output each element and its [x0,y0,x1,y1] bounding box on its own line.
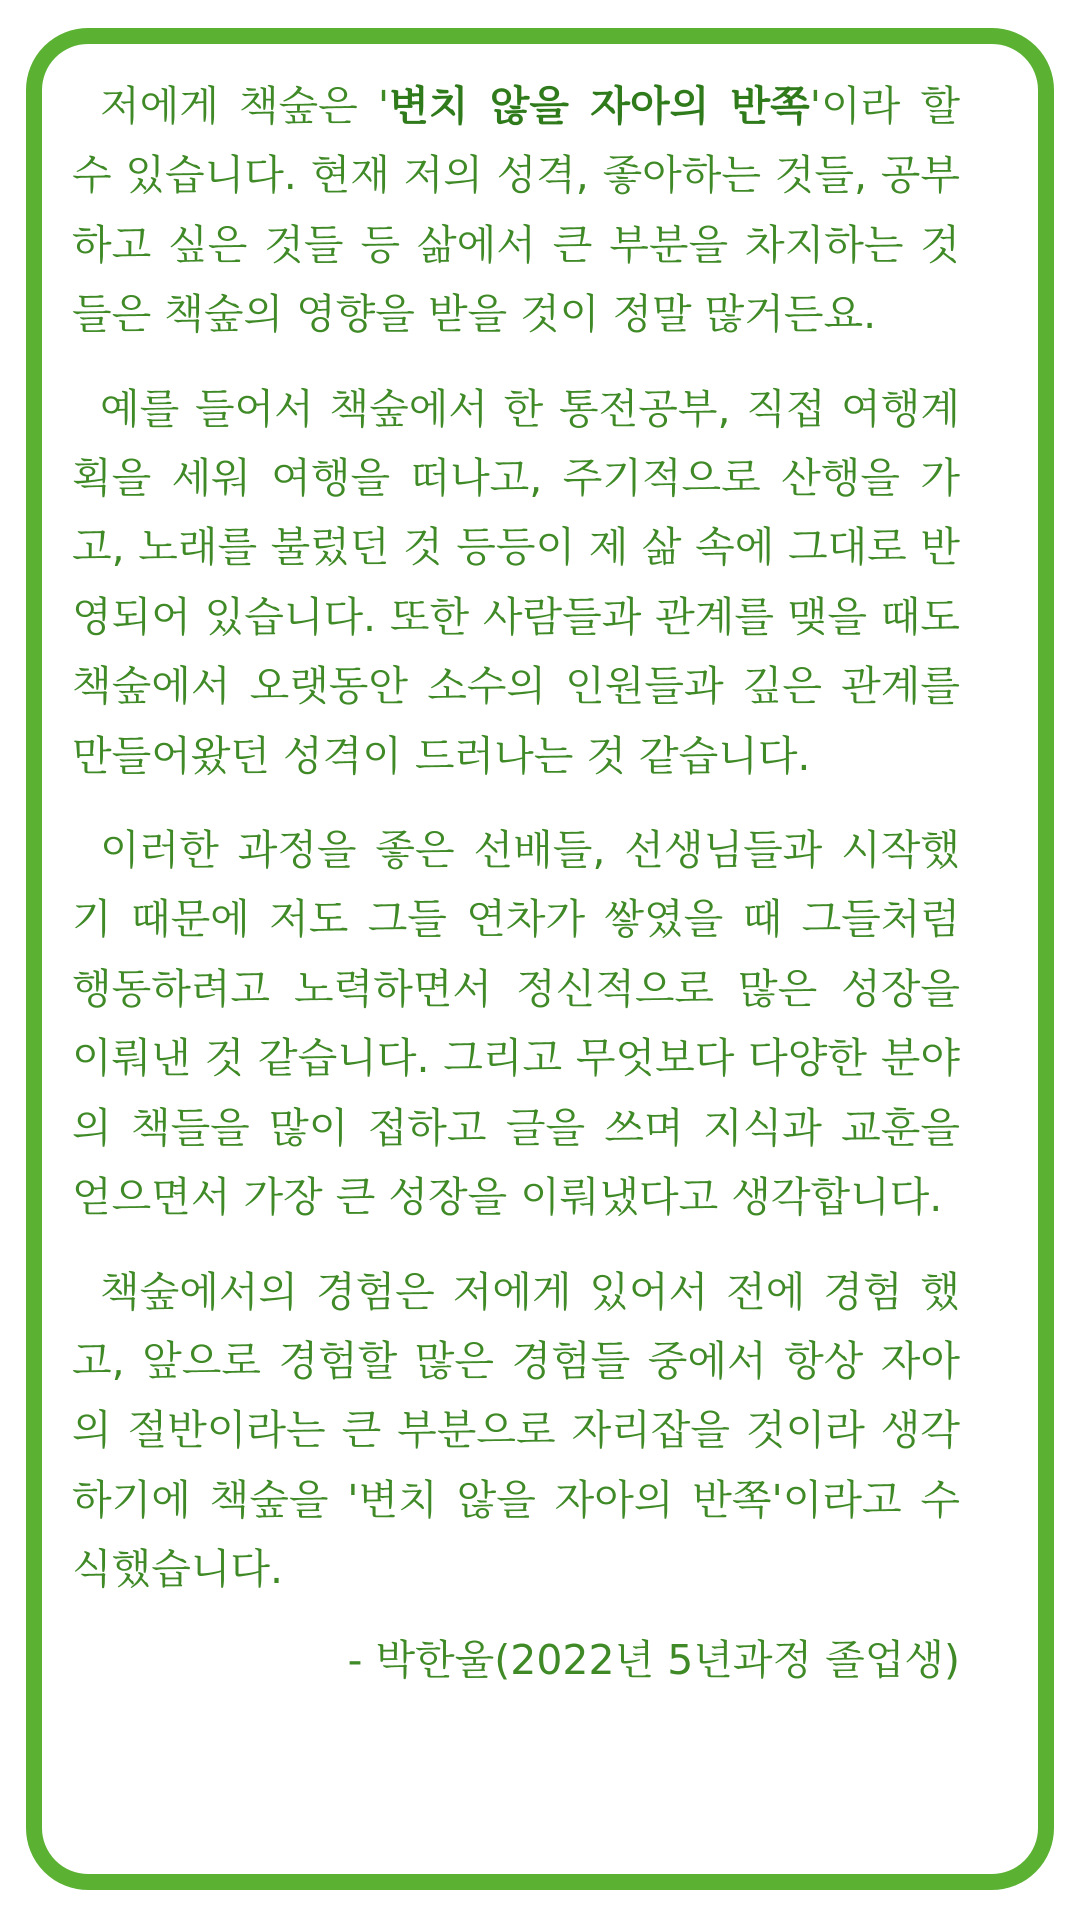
testimonial-text [72,72,960,1695]
paragraph-1-lead: 저에게 책숲은 ' [100,82,390,130]
paragraph-1-rest: '이라 할 수 있습니다. 현재 저의 성격, 좋아하는 것들, 공부하고 싶은 것들 등 삶에서 큰 부분을 차지하는 것들은 책숲의 영향을 받을 것이 정말 많거든요. [72,82,961,339]
paragraph-3: 이러한 과정을 좋은 선배들, 선생님들과 시작했기 때문에 저도 그들 연차가 쌓였을 때 그들처럼 행동하려고 노력하면서 정신적으로 많은 성장을 이뤄낸 것 같습니다. 그리고 무엇보다 다양한 분야의 책들을 많이 접하고 글을 쓰며 지식과 교훈을 얻으면서 가장 큰 성장을 이뤄냈다고 생각합니다. [72,826,960,1222]
paragraph-4: 책숲에서의 경험은 저에게 있어서 전에 경험 했고, 앞으로 경험할 많은 경험들 중에서 항상 자아의 절반이라는 큰 부분으로 자리잡을 것이라 생각하기에 책숲을 '변치 않을 자아의 반쪽'이라고 수식했습니다. [72,1267,960,1594]
paragraph-1 [72,72,960,350]
author-attribution: - 박한울(2022년 5년과정 졸업생) [347,1635,960,1684]
highlighted-phrase: 변치 않을 자아의 반쪽 [389,82,810,130]
paragraph-2: 예를 들어서 책숲에서 한 통전공부, 직접 여행계획을 세워 여행을 떠나고, 주기적으로 산행을 가고, 노래를 불렀던 것 등등이 제 삶 속에 그대로 반영되어 있습니다. 또한 사람들과 관계를 맺을 때도 책숲에서 오랫동안 소수의 인원들과 깊은 관계를 만들어왔던 성격이 드러나는 것 같습니다. [72,384,960,780]
